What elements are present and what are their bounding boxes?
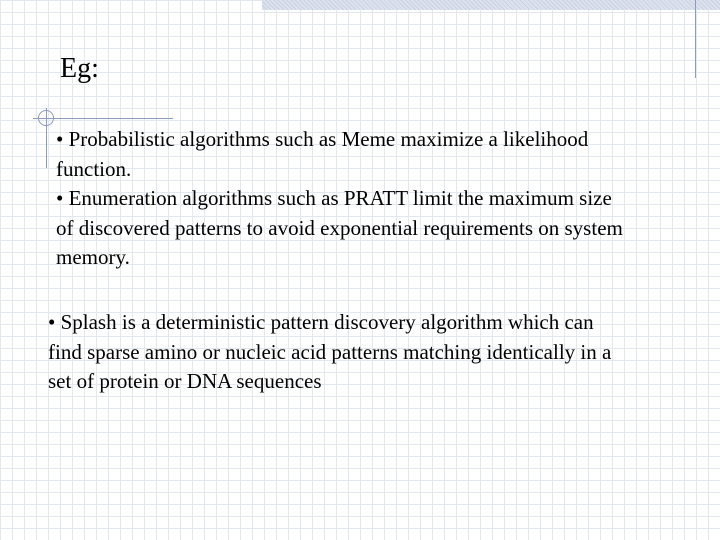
text-line: find sparse amino or nucleic acid patterns matching identically in a [48, 339, 612, 364]
text-line: set of protein or DNA sequences [48, 369, 322, 393]
text-line: • Probabilistic algorithms such as Meme maximize a likelihood [56, 127, 589, 151]
text-line: function. [56, 156, 132, 181]
content-block-2 [48, 308, 716, 397]
text-line: memory. [56, 245, 130, 269]
slide-title: Eg: [60, 53, 99, 84]
text-line: • Splash is a deterministic pattern discovery algorithm which can [48, 310, 594, 334]
horizontal-accent-rule [33, 118, 173, 119]
text-line: of discovered patterns to avoid exponential requirements on system [56, 215, 623, 240]
right-vertical-rule [695, 0, 696, 78]
text-line: • Enumeration algorithms such as PRATT limit the maximum size [56, 186, 612, 210]
top-decorative-band [262, 0, 720, 10]
content-block-1 [56, 125, 716, 273]
crosshair-circle-icon [38, 110, 54, 126]
